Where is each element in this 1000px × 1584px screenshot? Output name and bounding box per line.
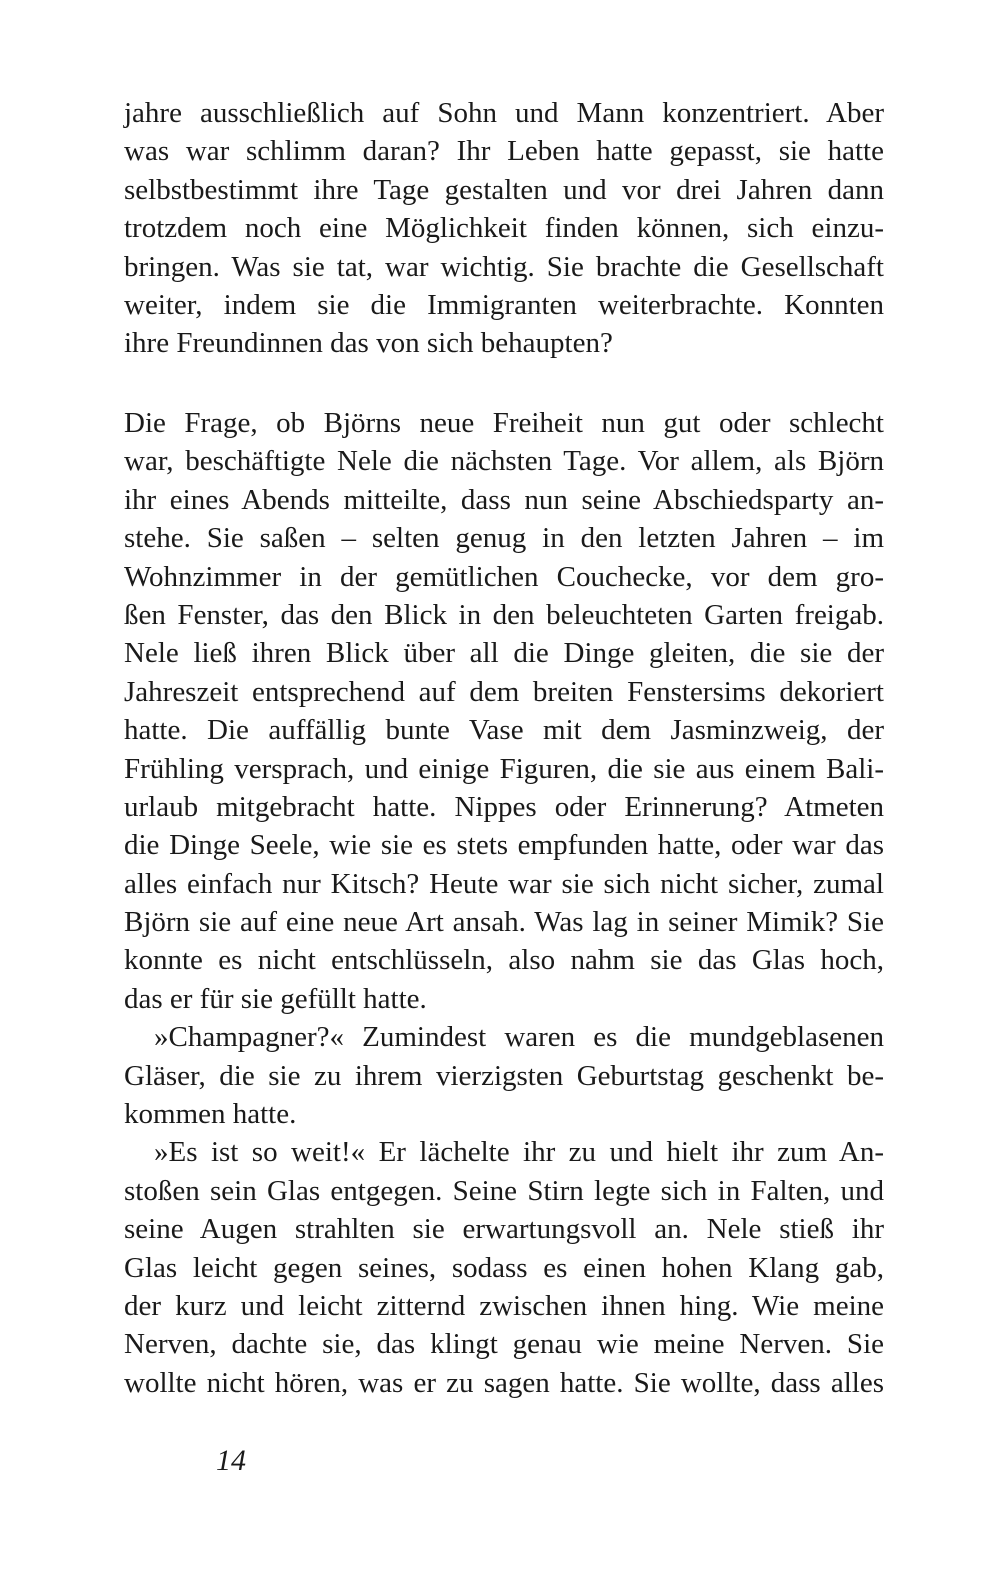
text-line: kommen hatte. <box>124 1098 297 1131</box>
text-line: Gläser, die sie zu ihrem vierzigsten Geburtstag geschenkt be- <box>124 1059 884 1092</box>
page-number: 14 <box>216 1444 246 1477</box>
text-line: stehe. Sie saßen – selten genug in den letzten Jahren – im <box>124 522 884 555</box>
paragraph-1 <box>124 94 884 363</box>
text-line: Nerven, dachte sie, das klingt genau wie meine Nerven. Sie <box>124 1328 884 1361</box>
text-line: weiter, indem sie die Immigranten weiterbrachte. Konnten <box>124 288 884 321</box>
text-line: Wohnzimmer in der gemütlichen Couchecke, vor dem gro- <box>124 560 884 593</box>
text-line: die Dinge Seele, wie sie es stets empfunden hatte, oder war das <box>124 829 884 862</box>
text-line: das er für sie gefüllt hatte. <box>124 982 427 1015</box>
text-line: Die Frage, ob Björns neue Freiheit nun gut oder schlecht <box>124 407 884 439</box>
text-line: wollte nicht hören, was er zu sagen hatte. Sie wollte, dass alles <box>124 1366 884 1399</box>
text-line: selbstbestimmt ihre Tage gestalten und vor drei Jahren dann <box>124 173 884 206</box>
text-line: seine Augen strahlten sie erwartungsvoll an. Nele stieß ihr <box>124 1213 884 1246</box>
text-line: Frühling versprach, und einige Figuren, die sie aus einem Bali- <box>124 752 884 785</box>
text-line: Jahreszeit entsprechend auf dem breiten Fenstersims dekoriert <box>124 675 884 708</box>
text-line: Björn sie auf eine neue Art ansah. Was lag in seiner Mimik? Sie <box>124 906 884 939</box>
paragraph-2 <box>124 404 884 1402</box>
text-line: stoßen sein Glas entgegen. Seine Stirn legte sich in Falten, und <box>124 1174 884 1207</box>
text-line: ßen Fenster, das den Blick in den beleuchteten Garten freigab. <box>124 598 884 631</box>
text-line: »Champagner?« Zumindest waren es die mundgeblasenen <box>154 1021 884 1054</box>
text-line: »Es ist so weit!« Er lächelte ihr zu und hielt ihr zum An- <box>154 1136 884 1169</box>
text-line: hatte. Die auffällig bunte Vase mit dem Jasminzweig, der <box>124 714 884 747</box>
text-line: der kurz und leicht zitternd zwischen ihnen hing. Wie meine <box>124 1289 884 1322</box>
text-line: Nele ließ ihren Blick über all die Dinge gleiten, die sie der <box>124 637 884 670</box>
text-line: ihr eines Abends mitteilte, dass nun seine Abschiedsparty an- <box>124 483 884 516</box>
text-line: trotzdem noch eine Möglichkeit finden können, sich einzu- <box>124 212 884 245</box>
text-line: konnte es nicht entschlüsseln, also nahm sie das Glas hoch, <box>124 944 884 977</box>
text-line: bringen. Was sie tat, war wichtig. Sie brachte die Gesellschaft <box>124 250 884 283</box>
text-line: was war schlimm daran? Ihr Leben hatte gepasst, sie hatte <box>124 135 884 168</box>
text-line: jahre ausschließlich auf Sohn und Mann konzentriert. Aber <box>124 97 884 129</box>
text-line: Glas leicht gegen seines, sodass es einen hohen Klang gab, <box>124 1251 884 1284</box>
text-line: ihre Freundinnen das von sich behaupten? <box>124 327 613 360</box>
text-line: war, beschäftigte Nele die nächsten Tage. Vor allem, als Björn <box>124 445 884 478</box>
text-line: alles einfach nur Kitsch? Heute war sie sich nicht sicher, zumal <box>124 867 884 900</box>
text-line: urlaub mitgebracht hatte. Nippes oder Erinnerung? Atmeten <box>124 790 884 823</box>
